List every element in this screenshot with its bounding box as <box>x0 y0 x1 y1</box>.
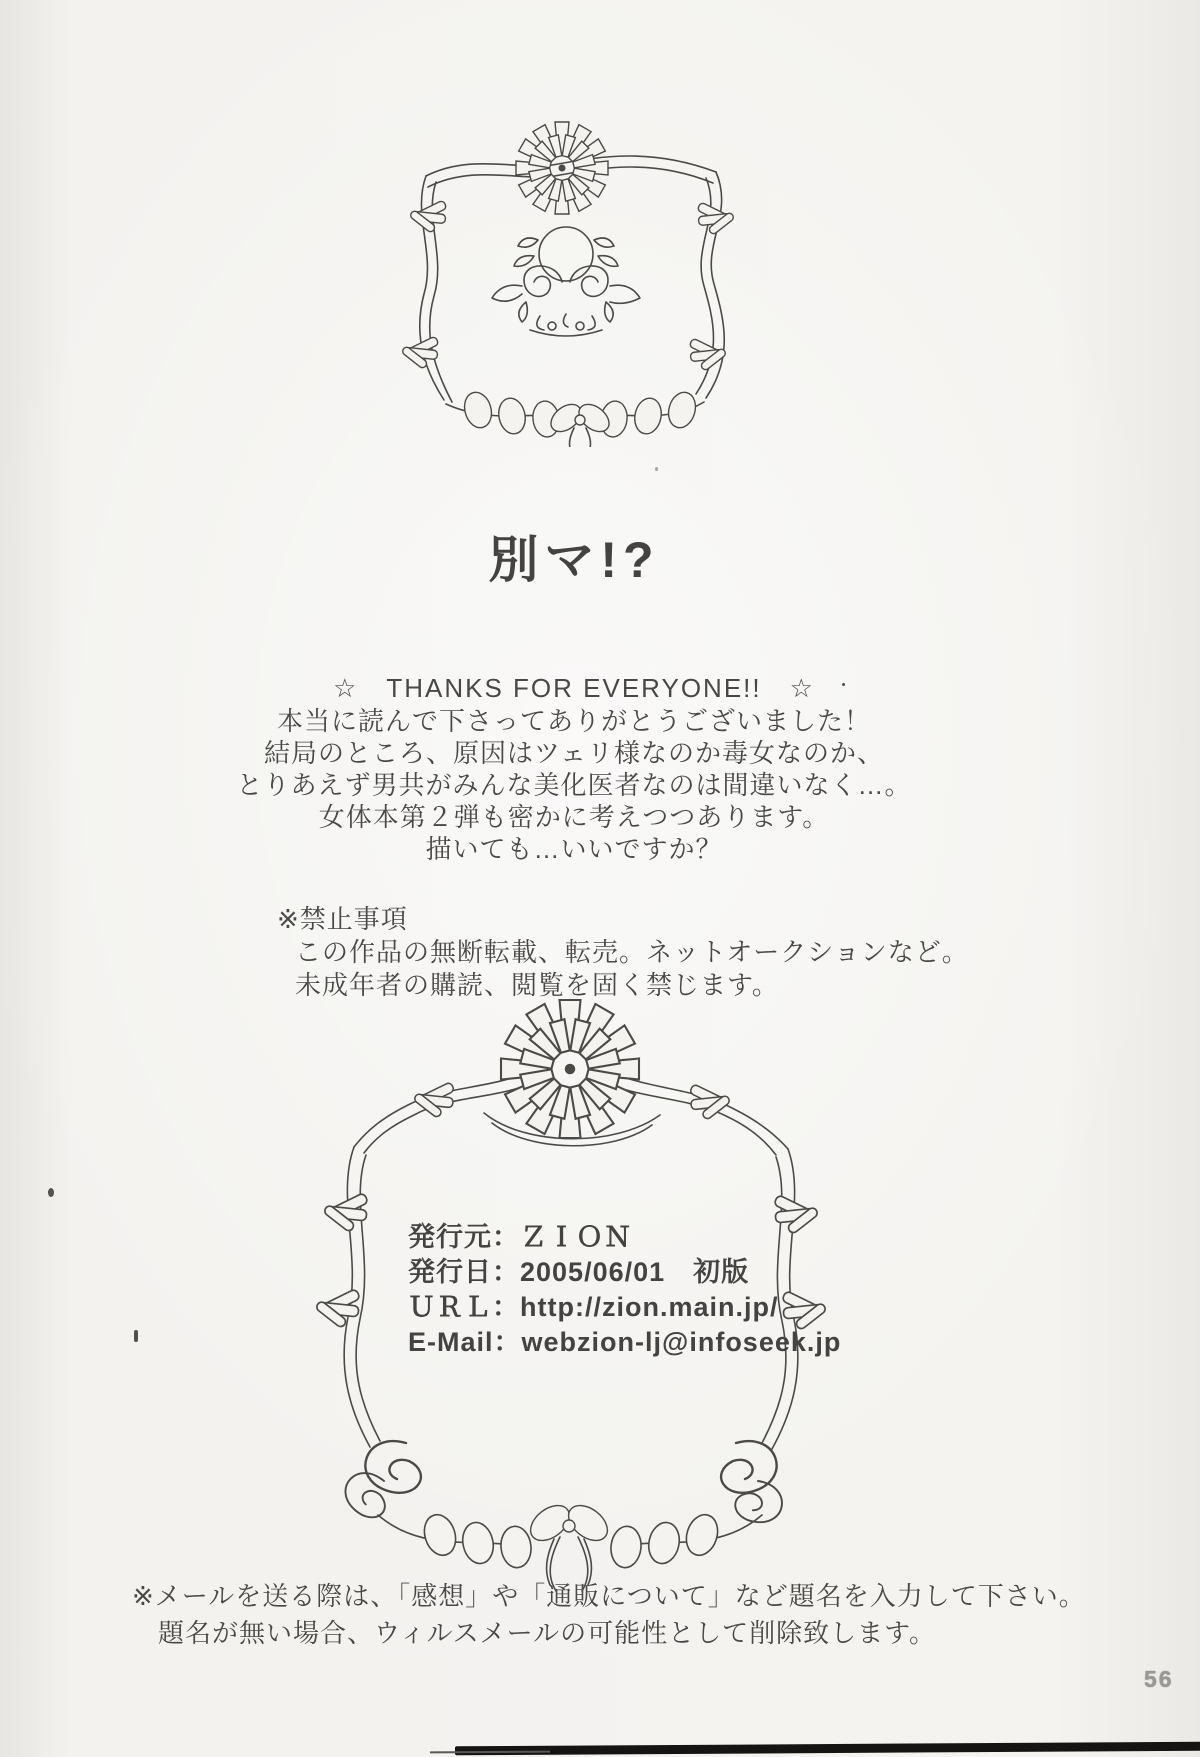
pompom-icon <box>516 122 608 214</box>
prohibition-heading: ※禁止事項 <box>277 904 408 934</box>
page-number: 56 <box>1144 1666 1174 1692</box>
crest-ornament-icon <box>492 227 640 336</box>
top-frame-bow-icon <box>546 399 614 447</box>
prohibition-block <box>277 903 969 1002</box>
prohibition-line: この作品の無断転載、転売。ネットオークションなど。 <box>295 937 969 967</box>
thanks-line: とりあえず男共がみんな美化医者なのは間違いなく…。 <box>236 770 912 800</box>
ribbon-twist-icon <box>409 200 447 233</box>
thanks-line: 結局のところ、原因はツェリ様なのか毒女なのか、 <box>264 738 884 768</box>
scan-speck <box>842 683 845 686</box>
ribbon-twist-icon <box>315 1289 360 1329</box>
colophon-block <box>408 1220 841 1360</box>
mail-note-line: 題名が無い場合、ウィルスメールの可能性として削除致します。 <box>158 1618 937 1648</box>
pompom-icon <box>501 1000 639 1138</box>
thanks-block <box>0 672 1148 865</box>
colophon-row-url: ＵＲＬ：http://zion.main.jp/ <box>408 1292 779 1322</box>
scan-edge-shadow <box>455 1742 1200 1756</box>
scan-speck <box>134 1330 138 1342</box>
scan-speck <box>655 467 658 471</box>
thanks-line: 女体本第２弾も密かに考えつつあります。 <box>318 802 830 832</box>
top-ribbon-frame <box>400 112 750 447</box>
thanks-heading: ☆ THANKS FOR EVERYONE!! ☆ <box>333 673 815 703</box>
colophon-row-date: 発行日：2005/06/01 初版 <box>408 1257 750 1287</box>
colophon-row-email: E-Mail：webzion-lj@infoseek.jp <box>408 1327 842 1357</box>
ribbon-twist-icon <box>697 202 735 235</box>
mail-note <box>132 1578 1086 1652</box>
scan-speck <box>48 1188 54 1197</box>
thanks-line: 描いても…いいですか？ <box>425 834 723 864</box>
colophon-row-publisher: 発行元：ＺＩＯＮ <box>408 1222 632 1252</box>
mail-note-line: ※メールを送る際は、「感想」や「通販について」など題名を入力して下さい。 <box>132 1581 1086 1611</box>
ribbon-twist-icon <box>401 336 439 369</box>
thanks-line: 本当に読んで下さってありがとうございました！ <box>276 706 871 736</box>
page-title: 別マ!? <box>488 532 660 588</box>
prohibition-line: 未成年者の購読、閲覧を固く禁じます。 <box>295 970 779 1000</box>
